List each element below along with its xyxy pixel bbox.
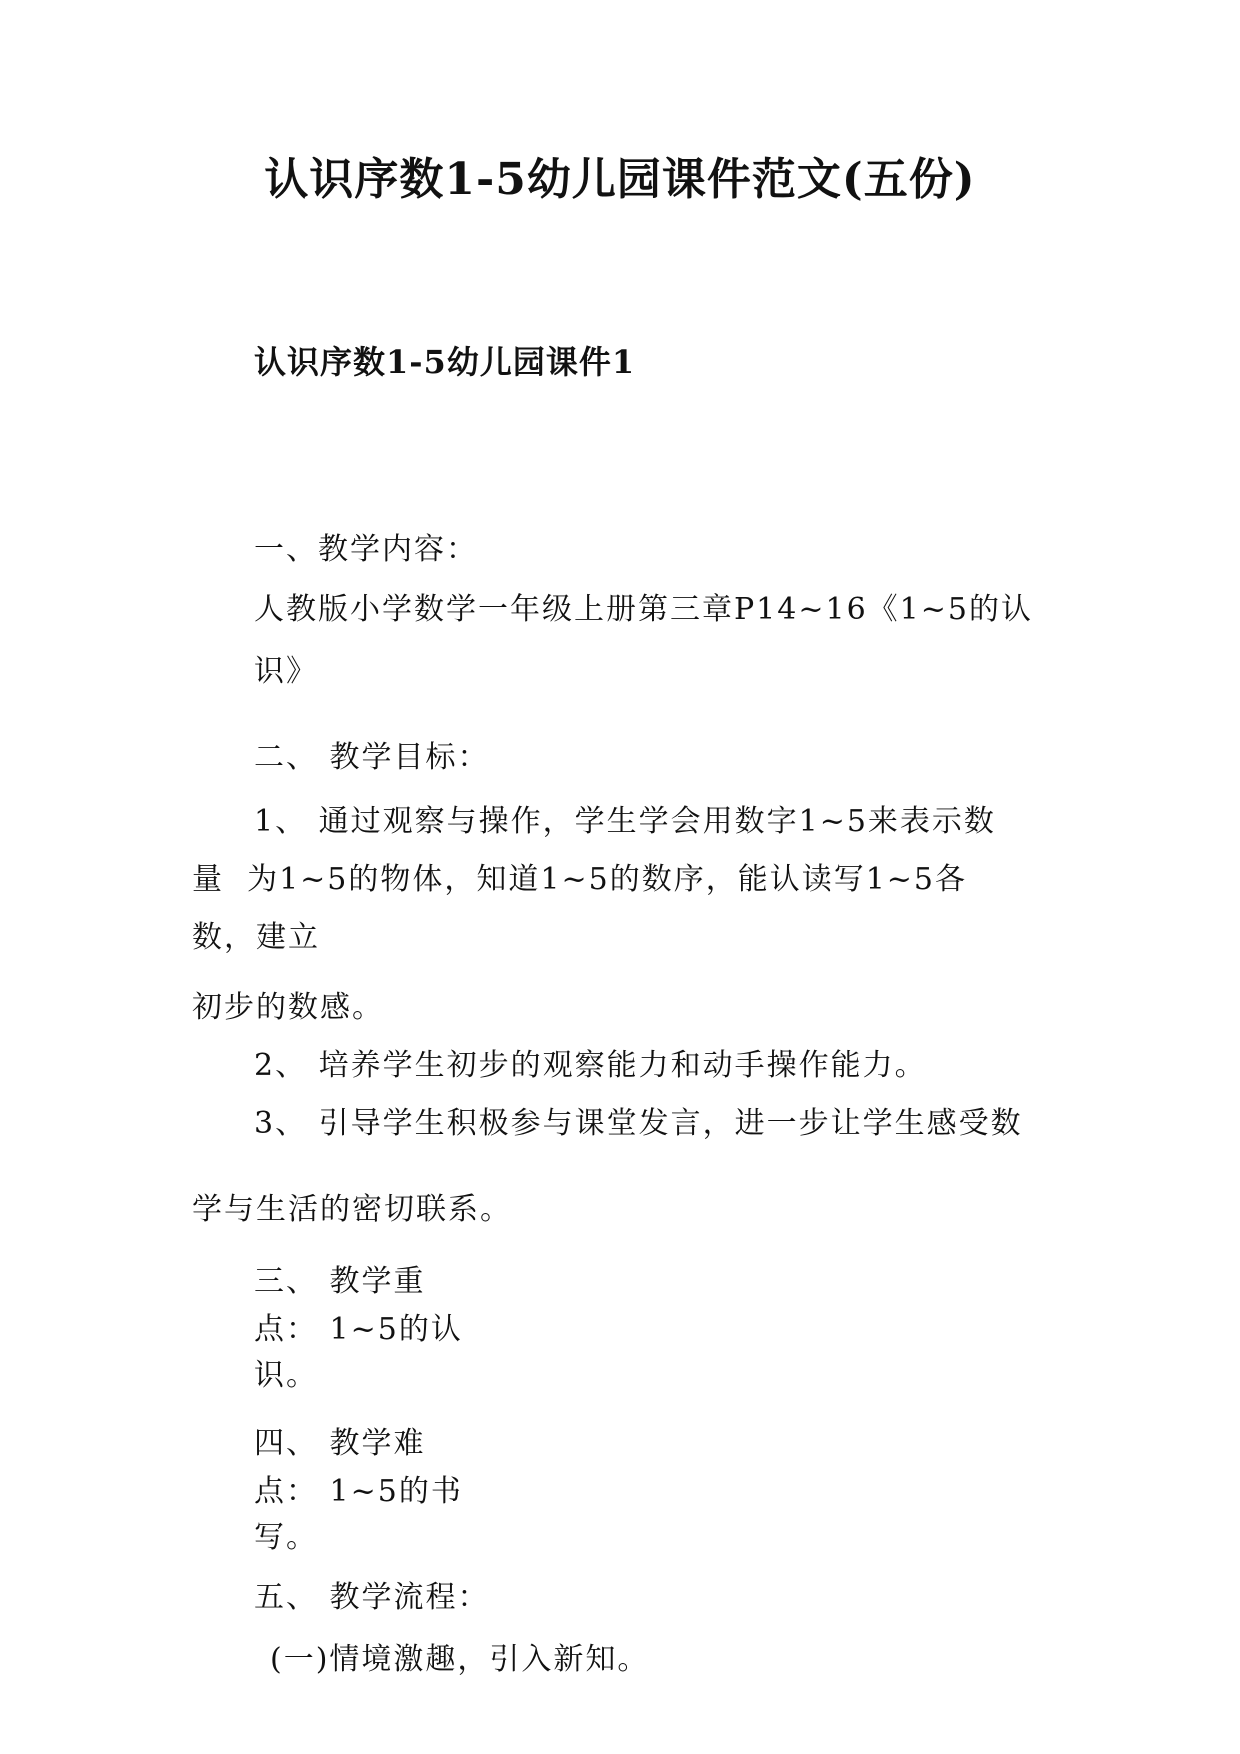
body-line: 识。 bbox=[254, 1358, 318, 1393]
body-line: (一)情境激趣，引入新知。 bbox=[270, 1642, 650, 1677]
body-line: 量 为1~5的物体，知道1~5的数序，能认读写1~5各 bbox=[192, 862, 968, 897]
body-line: 人教版小学数学一年级上册第三章P14~16《1~5的认 bbox=[254, 592, 1033, 627]
body-line: 数，建立 bbox=[192, 920, 320, 955]
body-line: 识》 bbox=[254, 654, 318, 689]
body-line: 初步的数感。 bbox=[192, 990, 384, 1025]
body-line: 一、教学内容： bbox=[254, 532, 478, 567]
body-line: 四、 教学难 bbox=[254, 1426, 426, 1461]
body-line: 学与生活的密切联系。 bbox=[192, 1192, 512, 1227]
document-title: 认识序数1-5幼儿园课件范文(五份) bbox=[264, 154, 976, 205]
body-line: 写。 bbox=[254, 1520, 318, 1555]
section-heading: 认识序数1-5幼儿园课件1 bbox=[254, 343, 636, 381]
body-line: 五、 教学流程： bbox=[254, 1580, 490, 1615]
body-line: 点： 1~5的书 bbox=[254, 1474, 463, 1509]
body-line: 二、 教学目标： bbox=[254, 740, 490, 775]
body-line: 2、 培养学生初步的观察能力和动手操作能力。 bbox=[254, 1048, 927, 1083]
body-line: 点： 1~5的认 bbox=[254, 1312, 463, 1347]
body-line: 3、 引导学生积极参与课堂发言，进一步让学生感受数 bbox=[254, 1106, 1023, 1141]
body-line: 1、 通过观察与操作，学生学会用数字1~5来表示数 bbox=[254, 804, 996, 839]
body-line: 三、 教学重 bbox=[254, 1264, 426, 1299]
